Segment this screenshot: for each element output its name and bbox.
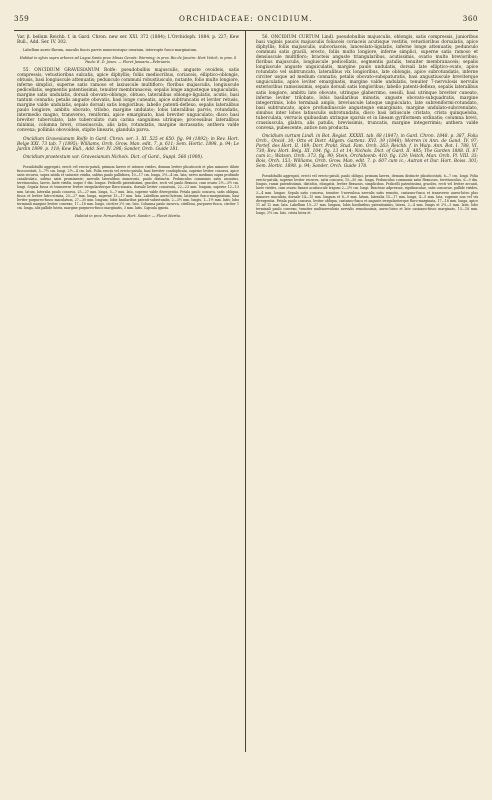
species-56-description: Pseudobulbi aggregati, erecti vel erecto-patuli, paulo obliqui, primum laeves, demum distincte plicaticostati, 6—7 cm. longi. Folia erecto-patula, superne leviter recurva, satis concava, 15—50 cm. longa. Pedunculus communis satis flexuosus, teretiusculus, 6—9 dm. longus, ramis patentissimis, distichis, elongatis, leviter flexuosis, simplicibus. Pedicelli patentissimi, graciles, recti vel leviter arcuati, laete virides, cum ovario lineari acutiuscule trigono 2—2½ cm. longi. Bracteae adpressae, rigidiusculae, satis concavae, pallide virides, 3—4 mm. longae. Sepala satis concava, tenuiter 5-nervulosa nervulis satis remotis, castaneo-fusca et transverse aureo-luteo plus minusve maculata, dorsale 14—15 mm. longum et 8—9 mm. latum, lateralia 15—17 mm. longa, 4—5 mm. lata, superne non vel vix divergentia. Petala paulo concava, leviter obliqua, castaneo-fusca et anguste irregulariterque flavo-marginata, 17—18 mm. longa, apice 11 ad 12 mm. lata. Labellum 19—27 mm. longum, lobis basilaribus patentissimis, latera, 3—4 mm. longis et 2½—3 mm. latis, lobo terminali paulo convexo, tenuiter multinervulosis nervulis remotissimis, aureo-luteo et late castaneo-fusco marginato, 15—18 mm. longo, 2½ cm. lato, crista lutea et [256, 174, 478, 216]
running-header [14, 14, 478, 26]
species-55-citation: Oncidium Gravesianum Rolfe in Gard. Chron. ser. 3. XI. 525 et 650. fig. 94 (1892); in Rev. Hort. Belge XXI. 73 tab. 7 (1895); Williams, Orch. Grow. Man. edit. 7. p. 611; Sem. Hortic. 1898. p. 94; Le Jardin 1899. p. 118; Kew Bull., Add. Ser. IV. 296; Sander, Orch. Guide 181. [17, 136, 239, 152]
page-number-left: 359 [14, 14, 30, 23]
variety-citation: Var. β. bellum Reichb. f. in Gard. Chron. new ser. XXI. 372 (1884); L'Orchidoph. 1884. p. 227; Kew Bull., Add. Ser. IV. 302. [17, 35, 239, 46]
species-55-description: Pseudobulbi aggregati, erecti vel erecto-patuli, primum laeves et intense virides, demum leviter plicaticosti et plus minusve dilute fuscocostati, 5—7½ cm. longi, 2½—4 cm. lati. Folia erecta vel erecto-patula, basi breviter conduplicata, superne leviter concava, apice satis recurva, supra nitida et saturate viridia, subtus paulo pallidiora, 10—17 cm. longa, 2½—4 cm. lata; nervo mediano supra profunde canaliculato, subtus satis prominente; nervulis lateralibus numerosis, paulo distinctis. Pedunculus communis satis arcuatus, teretiusculus, laevis, laete viridis, usque 9 dm. longus. Pedicelli patentissimi, graciles, recti vel paulo flexuosi, cum ovario 2½—3½ cm. longi. Sepala fusca et transverse leviter irregulariterque flavo-zonata, dorsale leviter concavum, 22—23 mm. longum, superne 12—13 mm. latum, lateralia paulo concava, 25—27 mm. longa, 5—7 mm. lata, superne valde divergentia. Petala paulo concava, satis obliqua, fusca et leviter lutro-striata, 25—27 mm. longa, superne 15—17 mm. lata. Labellum aureo-luteum, latissime fusco-marginatum, basi leviter purpureo-fusco maculatum, 27—30 mm. longum; lobis basilaribus patenti-subrotundis, 2—3½ mm. longis, 1—1½ mm. latis; lobo terminali margine leviter convexo, 17—18 mm. longo, circiter 2½ cm. lato. Columna paulo incurva, citrillosa, purpureo-fusca, circiter 1 cm. longa, alis pallide luteis, margine purpureo-fusco marginatis, 3 mm. latis. Capsula ignota. [17, 164, 239, 211]
right-column [256, 35, 478, 219]
variety-description: Labellum aureo-flavum, maculis fuscis parvis numerosisque ornatum, interrupte fusco-marginatum. [23, 48, 198, 53]
species-56-citation: Oncidium curtum Lindl. in Bot. Regist. XXXIII. tab. 68 (1847), in Gard. Chron. 1848. p. 387, Folia Orch., Oncid. 30; Otto et Dietr. Allgem. Gartenz. XVI. 39 (1848); Morren in Ann. de Gand. IV. 97; Portef. des Hort. II. 189; Dorr, Prakt. Stud. Fam. Orch. 263; Reichb. f. in Walp. Ann. Bot. I. 788, VI. 730; Rev. Hort. Belg. III. 104. fig. 13 et 14; Nichols. Dict. of Gard. II. 485; The Garden 1888. II. 87 cum ic.; Watson, Orch. 373. fig. 90; Stein, Orchideenb. 410. fig. 129; Veitch, Man. Orch. Pl. VIII. 33; Bois, Orch. 153; Williams, Orch. Grow. Man. edit. 7. p. 607 cum ic.; Autran et Dur. Hort. Boiss. 301; Sem. Hortic. 1898. p. 94; Sander, Orch. Guide 178. [256, 134, 478, 170]
species-55-habitat: Habitat in prov. Pernambuco: Hort. Sander. — Floret Martio. [75, 213, 181, 218]
column-divider [245, 30, 246, 752]
left-column [17, 35, 239, 221]
variety-habitat: Habitat in sylvis supra arbores ad Lagoa Santa prov. Minas Geraës: Warming; in prov. Rio de Janeiro: Hort Veitch; in prov. S Paulo: E. D. Jones. — Floret Januario—Februario. [19, 55, 237, 65]
page-number-right: 360 [462, 14, 478, 23]
species-55-diagnosis: 55. ONCIDIUM GRAVESIANUM Rolfe: pseudobulbis majusculis, anguste ovoideis, satis compressis, vetustioribus sulcatis, apice diphyllis; foliis mediocribus, coriaceis, elliptico-oblongis, obtusis, basi longiuscule attenuatis; pedunculo communi robustiusculo, nutante, folio multo longiore, inferne simplici, superne satis ramoso et laxiuscule multifloro; floribus majusculis, longiuscule pedicellatis, segmentis patentissimis, tenuiter membranaceis; sepalis longe angusteque unguiculatis, margine satis undulatis, dorsali obovato-oblongo, obtuso, lateralibus oblongo-ligulatis, acutis, basi tantum connatis; petalis anguste obovatis, basi longe cuneatis, apice subtruncatis et leviter retusis, margine valde undulatis, sepalo dorsali satis longioribus; labello patenti-deflexo, sepalis lateralibus paulo longiore, ambitu obovato, trilobo, margine undulato; lobis lateralibus parvis, rotundatis, intermedio magno, transverso, reniformi, apice emarginato, basi breviter unguiculato; disco basi breviter tuberculato, late tuberculato cum carina sanguinea utrinque; processibus lateralibus minimis, columna brevi, crassiuscula, alis latis, rotundatis, margine incrassatis; anthera valde convexa; polliniis obovoideis, stipite linearis, glandula parva. [17, 67, 239, 134]
species-55-synonym: Oncidium praetextum var. Gravesianum Nichols. Dict. of Gard., Suppl. 566 (1900). [23, 155, 204, 160]
species-56-diagnosis: 56. ONCIDIUM CURTUM Lindl. pseudobulbis majusculis, oblongis, satis compressis, junioribus basi vaginis paucis majusculis foliaceis coriaceis acutisque vestitis, vetustioribus dorsalatis, apice diphyllis; foliis majusculis, subcoriaceis, lanceolato-ligulatis, inferne longe attenuatis; pedunculo communi satis gracili, erecto, foliis multo longiore, inferne simplici, superne satis ramoso et densiuscule multifloro; bracteis anguste triangularibus, acutissimis, ovario multo brevioribus; floribus majusculis, longiuscule pedicellatis, segmentis patulis, tenuiter membranaceis; sepalis longiuscule anguste unguiculatis, margine paulo undulatis, dorsali late elliptico-ovato, apice rotundato vel subtruncato, lateralibus vix longioribus, late oblongis, apice subrotundatis, inferne circiter usque ad medium connatis; petalis obovato-subspaturatis, basi angustiuscule breviterque unguiculatis, apice leviter emarginatis, margine valde undulatis, tenuiter 7-nervulosis nervulis exterioribus ramosissimis, sepalo dorsali satis longioribus; labello patenti-deflexo, sepalis lateralibus satis longiore, ambitu late obovato, utrinque glaberrimo, sessili, basi utrinque breviter cuneato, inferne leviter trilobato, lobis basilaribus minutis, anguste obovato-subquadratis, margine integerrimis, lobo terminali amplo, breviuscule latoque unguiculato, late subreniformi-rotundato, basi subtruncato, apice profundiuscule angusteque emarginato, margine undulato-subcrenulato, sinubus inter lobos latiusculis subrotundatis, disco basi latiuscule cristato, crista quinqueloba, tuberculata, verrucis quibusdam utrinque sparsis et in lineam gyriformem ordinatis; columna brevi, crassiuscula, glabra, alis patulis, brevissimis, truncatis, margine integerrimis; anthera valde convexa, pubescente, antice non producta. [256, 35, 478, 131]
running-title: ORCHIDACEAE: ONCIDIUM. [179, 14, 313, 23]
header-rule [14, 30, 478, 31]
